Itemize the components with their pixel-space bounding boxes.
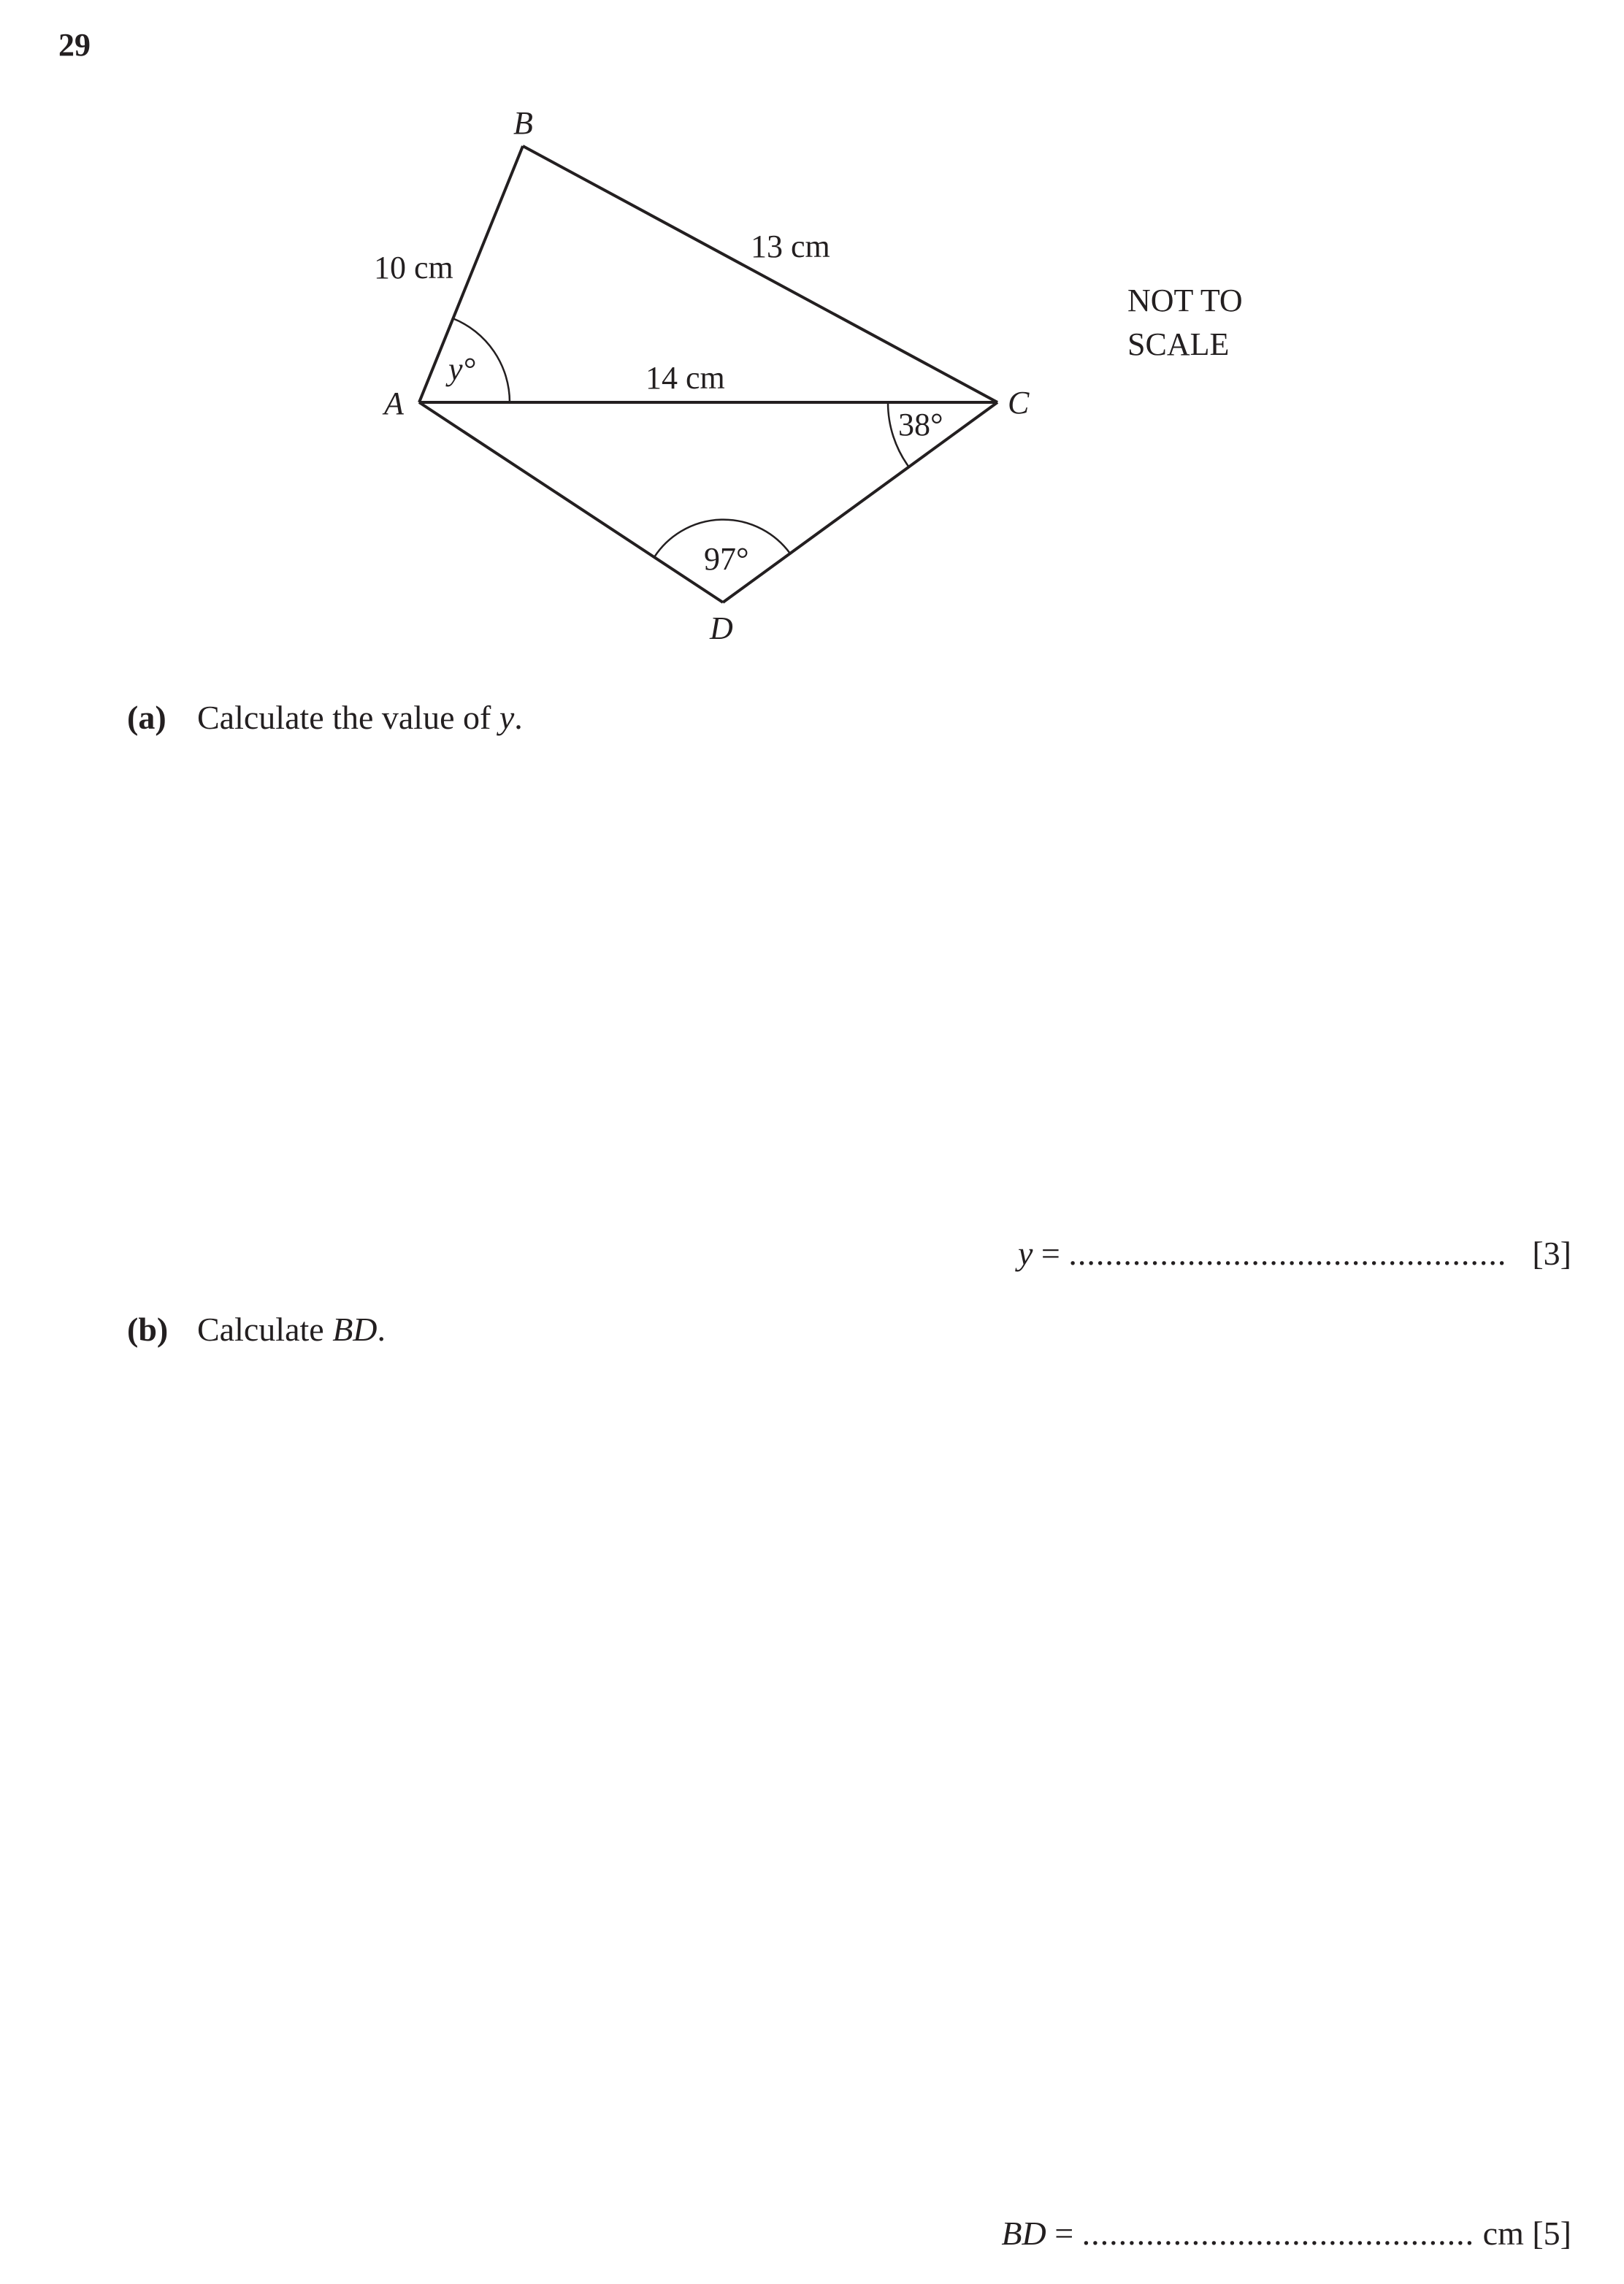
part-b-marks: [5] <box>1532 2215 1571 2252</box>
side-label-bc: 13 cm <box>751 229 830 264</box>
part-a-answer-dots[interactable]: ................................................ <box>1068 1235 1507 1272</box>
part-a-end: . <box>514 699 523 736</box>
vertex-label-c: C <box>1008 385 1030 421</box>
part-b-question <box>127 1310 386 1349</box>
part-b-answer-dots[interactable]: ........................................... <box>1081 2215 1475 2252</box>
part-a-answer-eq: = <box>1033 1235 1069 1272</box>
angle-label-a: y° <box>448 351 476 387</box>
part-a-text: Calculate the value of <box>197 699 499 736</box>
part-a-answer-var: y <box>1017 1235 1033 1272</box>
edge-ad <box>419 402 723 602</box>
part-b-answer-eq: = <box>1046 2215 1082 2252</box>
question-number: 29 <box>58 27 91 63</box>
part-a-variable: y <box>499 699 515 736</box>
vertex-label-d: D <box>710 610 733 646</box>
quadrilateral-diagram <box>0 0 1624 701</box>
part-a-label: (a) <box>127 699 166 736</box>
side-label-ac: 14 cm <box>646 360 725 396</box>
angle-label-d: 97° <box>704 541 749 577</box>
not-to-scale-line2: SCALE <box>1127 326 1230 362</box>
vertex-label-a: A <box>384 386 404 421</box>
part-b-label: (b) <box>127 1311 169 1348</box>
part-a-answer-line[interactable] <box>1018 1234 1571 1273</box>
part-b-answer-unit: cm <box>1482 2215 1524 2252</box>
part-b-variable: BD <box>332 1311 378 1348</box>
angle-label-c: 38° <box>898 407 943 442</box>
edge-dc <box>723 402 997 602</box>
not-to-scale-line1: NOT TO <box>1127 283 1243 318</box>
side-label-ab: 10 cm <box>374 250 453 286</box>
part-a-marks: [3] <box>1532 1235 1571 1272</box>
part-a-question <box>127 698 523 737</box>
edge-bc <box>523 146 997 402</box>
part-b-text: Calculate <box>197 1311 333 1348</box>
part-b-answer-line[interactable] <box>1001 2214 1571 2253</box>
not-to-scale-note <box>1127 279 1243 367</box>
vertex-label-b: B <box>513 105 533 141</box>
part-b-answer-var: BD <box>1001 2215 1046 2252</box>
part-b-end: . <box>377 1311 386 1348</box>
